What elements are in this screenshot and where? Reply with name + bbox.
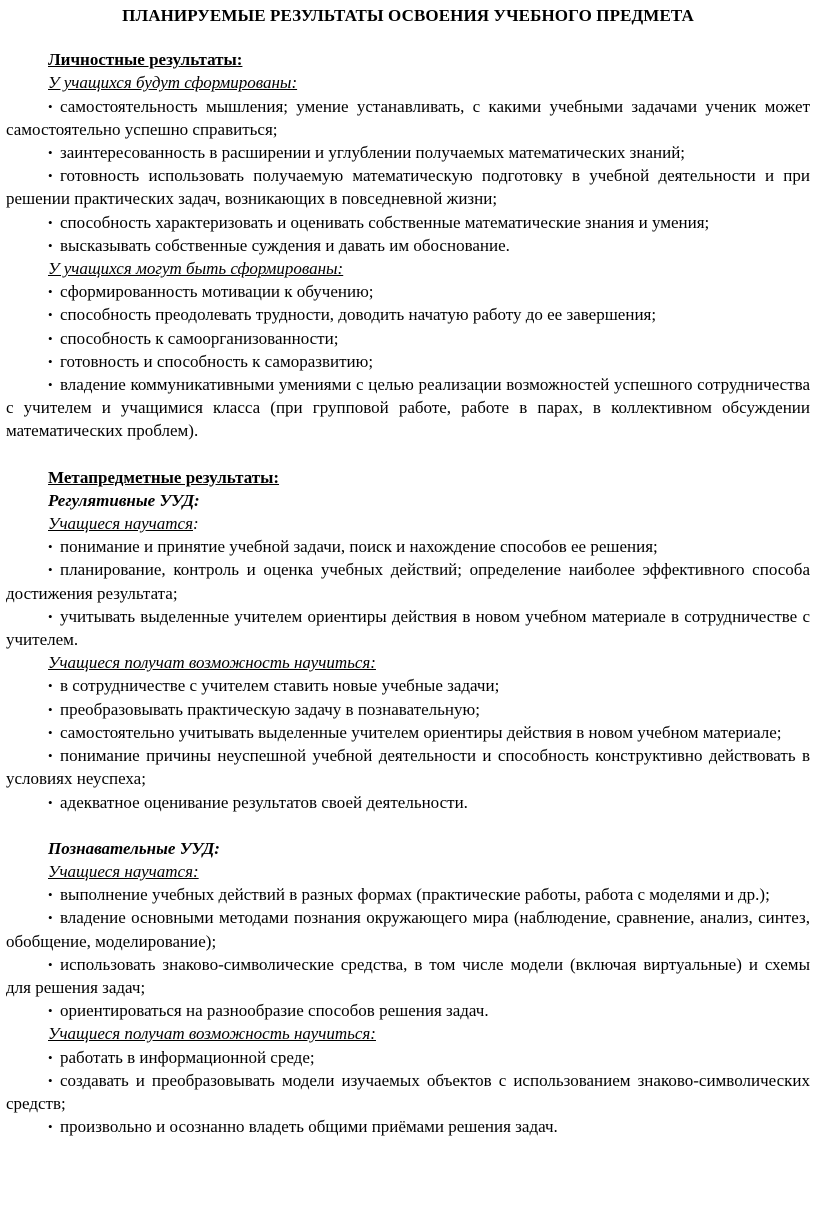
list-item-text: адекватное оценивание результатов своей деятельности. (60, 792, 468, 812)
list-item-text: сформированность мотивации к обучению; (60, 282, 374, 302)
list-item (6, 698, 810, 721)
list-item (6, 373, 810, 443)
list-item-text: ориентироваться на разнообразие способов решения задач. (60, 1001, 489, 1021)
bullet-icon: • (48, 98, 53, 114)
list-item-text: преобразовывать практическую задачу в познавательную; (60, 699, 480, 719)
list-item-text: способность к самоорганизованности; (60, 328, 339, 348)
list-item (6, 558, 810, 604)
bullet-icon: • (48, 748, 53, 764)
list-item-text: понимание причины неуспешной учебной деятельности и способность конструктивно действовать в условиях неуспеха; (6, 746, 810, 789)
cognitive-opportunity-label-text: Учащиеся получат возможность научиться: (48, 1024, 376, 1044)
bullet-icon: • (48, 562, 53, 578)
bullet-icon: • (48, 237, 53, 253)
bullet-icon: • (48, 539, 53, 555)
regulatory-learn-label-colon: : (193, 514, 199, 534)
list-item-text: способность характеризовать и оценивать собственные математические знания и умения; (60, 212, 710, 232)
bullet-icon: • (48, 307, 53, 323)
bullet-icon: • (48, 330, 53, 346)
bullet-icon: • (48, 608, 53, 624)
bullet-icon: • (48, 794, 53, 810)
list-item (6, 234, 810, 257)
list-item (6, 605, 810, 651)
bullet-icon: • (48, 678, 53, 694)
list-item (6, 280, 810, 303)
list-item-text: использовать знаково-символические средства, в том числе модели (включая виртуальные) и схемы для решения задач; (6, 954, 810, 997)
list-item-text: выполнение учебных действий в разных формах (практические работы, работа с моделями и др.); (60, 885, 770, 905)
list-item-text: готовность и способность к саморазвитию; (60, 351, 374, 371)
bullet-icon: • (48, 1003, 53, 1019)
list-item-text: понимание и принятие учебной задачи, поиск и нахождение способов ее решения; (60, 537, 658, 557)
formed-label-text: У учащихся будут сформированы: (48, 73, 298, 93)
list-item (6, 1115, 810, 1138)
list-item (6, 744, 810, 790)
list-item (6, 791, 810, 814)
personal-results-section (6, 48, 810, 442)
list-item (6, 906, 810, 952)
regulatory-opportunity-label-text: Учащиеся получат возможность научиться: (48, 653, 376, 673)
bullet-icon: • (48, 1049, 53, 1065)
regulatory-learn-label (6, 512, 810, 535)
bullet-icon: • (48, 145, 53, 161)
list-item (6, 721, 810, 744)
list-item-text: создавать и преобразовывать модели изучаемых объектов с использованием знаково-символических средств; (6, 1070, 810, 1113)
cognitive-opportunity-list (6, 1046, 810, 1139)
list-item-text: произвольно и осознанно владеть общими приёмами решения задач. (60, 1117, 558, 1137)
may-be-formed-list (6, 280, 810, 442)
list-item-text: владение коммуникативными умениями с целью реализации возможностей успешного сотрудничества с учителем и учащимися класса (при групповой работе, работе в парах, в коллективном обсуждении математических проблем). (6, 375, 810, 441)
regulatory-opportunity-label (6, 651, 810, 674)
list-item-text: готовность использовать получаемую математическую подготовку в учебной деятельности и при решении практических задач, возникающих в повседневной жизни; (6, 166, 810, 209)
list-item-text: самостоятельность мышления; умение устанавливать, с какими учебными задачами ученик может самостоятельно успешно справиться; (6, 96, 810, 139)
regulatory-opportunity-list (6, 674, 810, 813)
may-be-formed-label (6, 257, 810, 280)
cognitive-learn-label-text: Учащиеся научатся: (48, 861, 199, 881)
bullet-icon: • (48, 214, 53, 230)
metasubject-results-title: Метапредметные результаты: (48, 467, 280, 487)
list-item (6, 674, 810, 697)
list-item (6, 953, 810, 999)
list-item (6, 883, 810, 906)
bullet-icon: • (48, 724, 53, 740)
list-item (6, 303, 810, 326)
bullet-icon: • (48, 701, 53, 717)
list-item-text: учитывать выделенные учителем ориентиры действия в новом учебном материале в сотрудничестве с учителем. (6, 606, 810, 650)
list-item-text: работать в информационной среде; (60, 1047, 315, 1067)
bullet-icon: • (48, 956, 53, 972)
list-item-text: способность преодолевать трудности, доводить начатую работу до ее завершения; (60, 305, 657, 325)
bullet-icon: • (48, 1119, 53, 1135)
cognitive-learn-list (6, 883, 810, 1022)
list-item (6, 327, 810, 350)
bullet-icon: • (48, 910, 53, 926)
bullet-icon: • (48, 353, 53, 369)
regulatory-learn-list (6, 535, 810, 651)
personal-results-title: Личностные результаты: (48, 50, 243, 70)
list-item (6, 95, 810, 141)
list-item (6, 1069, 810, 1115)
bullet-icon: • (48, 168, 53, 184)
list-item-text: высказывать собственные суждения и давать им обоснование. (60, 235, 510, 255)
regulatory-learn-label-text: Учащиеся научатся (48, 514, 193, 534)
formed-label (6, 71, 810, 94)
list-item (6, 350, 810, 373)
metasubject-results-section (6, 466, 810, 1139)
list-item-text: в сотрудничестве с учителем ставить новые учебные задачи; (60, 676, 500, 696)
list-item (6, 1046, 810, 1069)
may-be-formed-label-text: У учащихся могут быть сформированы: (48, 259, 344, 279)
cognitive-opportunity-label (6, 1022, 810, 1045)
list-item (6, 211, 810, 234)
cognitive-uud-title: Познавательные УУД: (48, 838, 220, 858)
list-item-text: планирование, контроль и оценка учебных действий; определение наиболее эффективного способа достижения результата; (6, 560, 810, 603)
cognitive-learn-label (6, 860, 810, 883)
list-item (6, 141, 810, 164)
bullet-icon: • (48, 887, 53, 903)
formed-list (6, 95, 810, 257)
list-item (6, 535, 810, 558)
list-item-text: самостоятельно учитывать выделенные учителем ориентиры действия в новом учебном материале; (60, 722, 782, 742)
document-title: ПЛАНИРУЕМЫЕ РЕЗУЛЬТАТЫ ОСВОЕНИЯ УЧЕБНОГО ПРЕДМЕТА (122, 6, 694, 25)
bullet-icon: • (48, 377, 53, 393)
bullet-icon: • (48, 284, 53, 300)
list-item-text: заинтересованность в расширении и углублении получаемых математических знаний; (60, 143, 686, 163)
bullet-icon: • (48, 1072, 53, 1088)
list-item (6, 164, 810, 210)
section-gap (6, 443, 810, 466)
list-item-text: владение основными методами познания окружающего мира (наблюдение, сравнение, анализ, синтез, обобщение, моделирование); (6, 908, 810, 951)
list-item (6, 999, 810, 1022)
regulatory-uud-title: Регулятивные УУД: (48, 490, 200, 510)
